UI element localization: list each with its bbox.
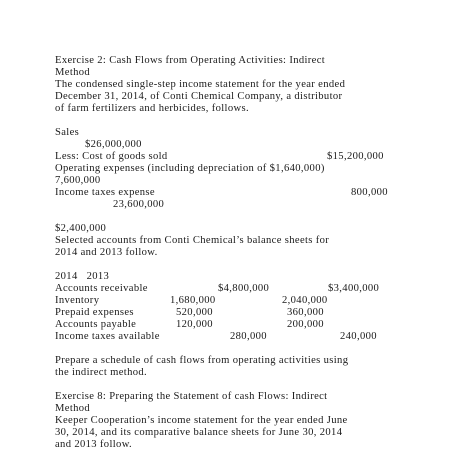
instruction-text: Prepare a schedule of cash flows from operating activities using: [55, 355, 349, 366]
row-label: Accounts receivable: [55, 283, 148, 294]
row-value-2014: 520,000: [176, 307, 213, 318]
years-header: 2014 2013: [55, 271, 110, 282]
exercise-8-title-cont: Method: [55, 403, 91, 414]
row-value-2013: 200,000: [287, 319, 324, 330]
opex-label: Operating expenses (including depreciation of $1,640,000): [55, 163, 325, 174]
row-value-2014: 1,680,000: [170, 295, 216, 306]
exercise-8-intro: 30, 2014, and its comparative balance sheets for June 30, 2014: [55, 427, 343, 438]
row-value-2013: 2,040,000: [282, 295, 328, 306]
exercise-2-intro: The condensed single-step income statement for the year ended: [55, 79, 346, 90]
row-value-2014: 120,000: [176, 319, 213, 330]
sales-label: Sales: [55, 127, 80, 138]
exercise-2-intro: December 31, 2014, of Conti Chemical Company, a distributor: [55, 91, 343, 102]
balance-intro: Selected accounts from Conti Chemical’s balance sheets for: [55, 235, 330, 246]
instruction-text: the indirect method.: [55, 367, 148, 378]
row-value-2014: 280,000: [230, 331, 267, 342]
exercise-2-title-cont: Method: [55, 67, 91, 78]
exercise-8-title: Exercise 8: Preparing the Statement of cash Flows: Indirect: [55, 391, 328, 402]
total-expenses-amount: 23,600,000: [113, 199, 165, 210]
row-label: Income taxes available: [55, 331, 160, 342]
row-value-2014: $4,800,000: [218, 283, 270, 294]
row-label: Inventory: [55, 295, 100, 306]
row-value-2013: 360,000: [287, 307, 324, 318]
row-value-2013: 240,000: [340, 331, 377, 342]
tax-label: Income taxes expense: [55, 187, 155, 198]
cogs-label: Less: Cost of goods sold: [55, 151, 168, 162]
exercise-8-intro: Keeper Cooperation’s income statement for the year ended June: [55, 415, 348, 426]
net-income-amount: $2,400,000: [55, 223, 107, 234]
balance-intro: 2014 and 2013 follow.: [55, 247, 158, 258]
row-label: Prepaid expenses: [55, 307, 134, 318]
opex-amount: 7,600,000: [55, 175, 101, 186]
sales-amount: $26,000,000: [85, 139, 142, 150]
tax-amount: 800,000: [351, 187, 388, 198]
exercise-8-intro: and 2013 follow.: [55, 439, 132, 450]
row-label: Accounts payable: [55, 319, 137, 330]
row-value-2013: $3,400,000: [328, 283, 380, 294]
exercise-2-title: Exercise 2: Cash Flows from Operating Activities: Indirect: [55, 55, 326, 66]
cogs-amount: $15,200,000: [327, 151, 384, 162]
exercise-2-intro: of farm fertilizers and herbicides, follows.: [55, 103, 249, 114]
